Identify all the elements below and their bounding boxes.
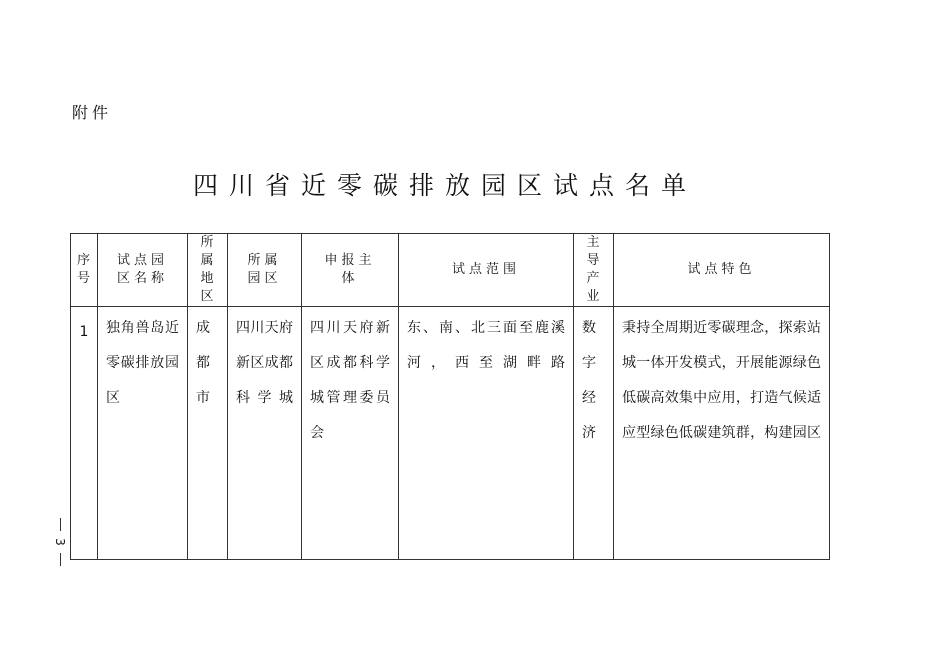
header-region: 所属地区 [188, 234, 228, 307]
cell-applicant: 四川天府新区成都科学城管理委员会 [302, 307, 399, 560]
header-applicant: 申报主体 [302, 234, 399, 307]
page-number-dash-top [60, 518, 61, 531]
header-name: 试点园区名称 [98, 234, 188, 307]
document-title: 四川省近零碳排放园区试点名单 [192, 171, 697, 200]
page-number-value: 3 [52, 538, 67, 546]
cell-park: 四川天府新区成都科学城 [228, 307, 302, 560]
table-row [71, 307, 830, 560]
cell-industry: 数字经济 [574, 307, 614, 560]
cell-region: 成都市 [188, 307, 228, 560]
header-scope: 试点范围 [399, 234, 574, 307]
header-no: 序号 [71, 234, 98, 307]
cell-scope: 东、南、北三面至鹿溪河，西至湖畔路 [399, 307, 574, 560]
cell-name: 独角兽岛近零碳排放园区 [98, 307, 188, 560]
header-feature: 试点特色 [614, 234, 830, 307]
table-header-row [71, 234, 830, 307]
header-industry: 主导产业 [574, 234, 614, 307]
page-number-dash-bottom [60, 553, 61, 566]
header-park: 所属园区 [228, 234, 302, 307]
cell-no: 1 [71, 307, 98, 560]
cell-feature: 秉持全周期近零碳理念，探索站城一体开发模式，开展能源绿色低碳高效集中应用，打造气候适应型绿色低碳建筑群，构建园区 [614, 307, 830, 560]
pilot-list-table [70, 233, 830, 560]
page-number [45, 518, 75, 574]
attachment-label: 附件 [72, 103, 113, 122]
